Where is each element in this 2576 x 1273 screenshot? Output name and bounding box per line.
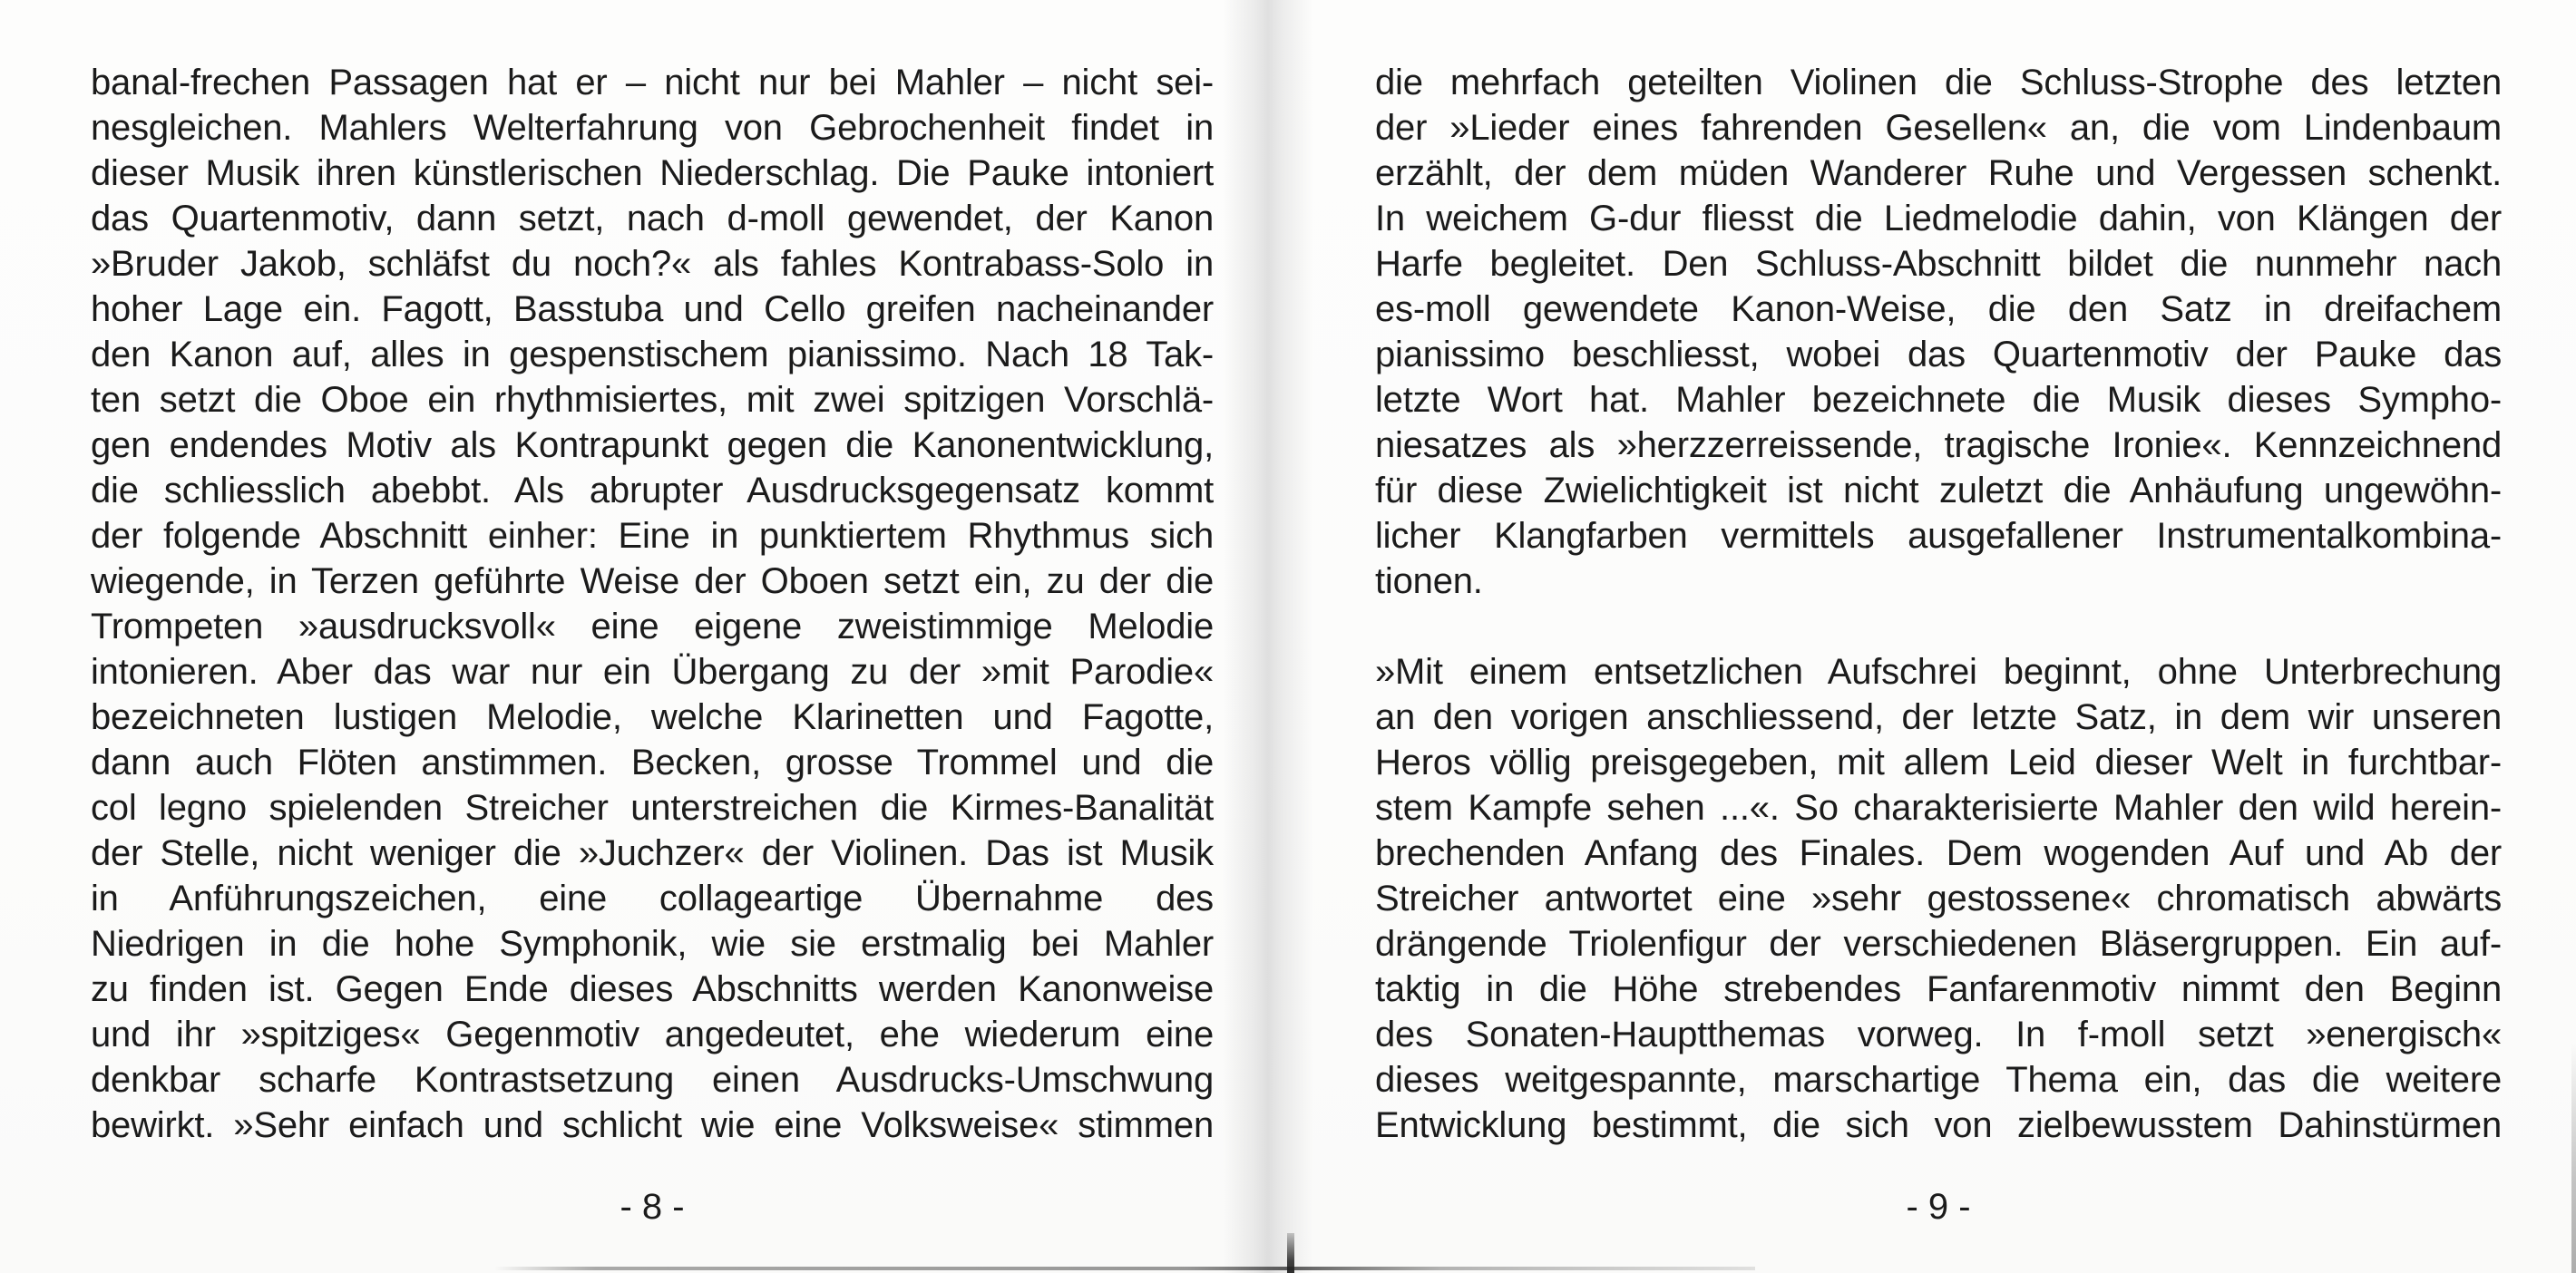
right-text-line: pianissimo beschliesst, wobei das Quartenmotiv der Pauke das bbox=[1375, 335, 2502, 374]
left-text-line: hoher Lage ein. Fagott, Basstuba und Cello greifen nacheinander bbox=[91, 289, 1214, 329]
left-text-line: banal-frechen Passagen hat er – nicht nur bei Mahler – nicht sei- bbox=[91, 63, 1214, 102]
right-text-line: Harfe begleitet. Den Schluss-Abschnitt bildet die nunmehr nach bbox=[1375, 244, 2502, 284]
right-text-line: stem Kampfe sehen ...«. So charakterisierte Mahler den wild herein- bbox=[1375, 788, 2502, 828]
right-page-number: - 9 - bbox=[1906, 1187, 1971, 1227]
right-text-line: an den vorigen anschliessend, der letzte Satz, in dem wir unseren bbox=[1375, 697, 2502, 737]
right-text-line: erzählt, der dem müden Wanderer Ruhe und Vergessen schenkt. bbox=[1375, 153, 2502, 193]
left-text-line: zu finden ist. Gegen Ende dieses Abschnitts werden Kanonweise bbox=[91, 969, 1214, 1009]
left-text-line: wiegende, in Terzen geführte Weise der Oboen setzt ein, zu der die bbox=[91, 561, 1214, 601]
right-text-line: Entwicklung bestimmt, die sich von zielbewusstem Dahinstürmen bbox=[1375, 1105, 2502, 1145]
left-text-line: Trompeten »ausdrucksvoll« eine eigene zweistimmige Melodie bbox=[91, 607, 1214, 646]
left-text-line: in Anführungszeichen, eine collageartige Übernahme des bbox=[91, 879, 1214, 918]
right-text-line: für diese Zwielichtigkeit ist nicht zuletzt die Anhäufung ungewöhn- bbox=[1375, 471, 2502, 510]
right-text-line: es-moll gewendete Kanon-Weise, die den Satz in dreifachem bbox=[1375, 289, 2502, 329]
right-text-line: der »Lieder eines fahrenden Gesellen« an, die vom Lindenbaum bbox=[1375, 108, 2502, 148]
right-text-line: brechenden Anfang des Finales. Dem wogenden Auf und Ab der bbox=[1375, 833, 2502, 873]
scan-bottom-edge-line bbox=[494, 1267, 1755, 1270]
right-text-line: In weichem G-dur fliesst die Liedmelodie dahin, von Klängen der bbox=[1375, 199, 2502, 238]
right-text-line: Streicher antwortet eine »sehr gestossene« chromatisch abwärts bbox=[1375, 879, 2502, 918]
left-text-line: dieser Musik ihren künstlerischen Niederschlag. Die Pauke intoniert bbox=[91, 153, 1214, 193]
right-text-line: drängende Triolenfigur der verschiedenen Bläsergruppen. Ein auf- bbox=[1375, 924, 2502, 964]
left-text-line: nesgleichen. Mahlers Welterfahrung von Gebrochenheit findet in bbox=[91, 108, 1214, 148]
left-text-line: bezeichneten lustigen Melodie, welche Klarinetten und Fagotte, bbox=[91, 697, 1214, 737]
right-text-line: die mehrfach geteilten Violinen die Schluss-Strophe des letzten bbox=[1375, 63, 2502, 102]
left-text-line: »Bruder Jakob, schläfst du noch?« als fahles Kontrabass-Solo in bbox=[91, 244, 1214, 284]
right-text-line: letzte Wort hat. Mahler bezeichnete die Musik dieses Sympho- bbox=[1375, 380, 2502, 420]
left-text-line: bewirkt. »Sehr einfach und schlicht wie eine Volksweise« stimmen bbox=[91, 1105, 1214, 1145]
left-text-line: das Quartenmotiv, dann setzt, nach d-moll gewendet, der Kanon bbox=[91, 199, 1214, 238]
right-paragraph-spacer bbox=[1375, 604, 2502, 649]
left-page-number: - 8 - bbox=[620, 1187, 685, 1227]
left-text-line: ten setzt die Oboe ein rhythmisiertes, mit zwei spitzigen Vorschlä- bbox=[91, 380, 1214, 420]
left-text-line: denkbar scharfe Kontrastsetzung einen Ausdrucks-Umschwung bbox=[91, 1060, 1214, 1100]
left-text-line: Niedrigen in die hohe Symphonik, wie sie erstmalig bei Mahler bbox=[91, 924, 1214, 964]
left-text-line: gen endendes Motiv als Kontrapunkt gegen die Kanonentwicklung, bbox=[91, 425, 1214, 465]
right-text-line: tionen. bbox=[1375, 561, 1483, 601]
left-text-line: col legno spielenden Streicher unterstreichen die Kirmes-Banalität bbox=[91, 788, 1214, 828]
left-text-line: den Kanon auf, alles in gespenstischem pianissimo. Nach 18 Tak- bbox=[91, 335, 1214, 374]
right-text-line: des Sonaten-Hauptthemas vorweg. In f-moll setzt »energisch« bbox=[1375, 1015, 2502, 1054]
left-page-text-block bbox=[91, 60, 1214, 1148]
left-text-line: der folgende Abschnitt einher: Eine in punktiertem Rhythmus sich bbox=[91, 516, 1214, 556]
left-text-line: die schliesslich abebbt. Als abrupter Ausdrucksgegensatz kommt bbox=[91, 471, 1214, 510]
right-text-line: Heros völlig preisgegeben, mit allem Leid dieser Welt in furchtbar- bbox=[1375, 743, 2502, 782]
right-text-line: »Mit einem entsetzlichen Aufschrei beginnt, ohne Unterbrechung bbox=[1375, 652, 2502, 692]
right-text-line: taktig in die Höhe strebendes Fanfarenmotiv nimmt den Beginn bbox=[1375, 969, 2502, 1009]
left-text-line: dann auch Flöten anstimmen. Becken, grosse Trommel und die bbox=[91, 743, 1214, 782]
scan-right-edge-mark bbox=[2571, 1043, 2576, 1273]
right-text-line: licher Klangfarben vermittels ausgefallener Instrumentalkombina- bbox=[1375, 516, 2502, 556]
left-text-line: intonieren. Aber das war nur ein Übergang zu der »mit Parodie« bbox=[91, 652, 1214, 692]
book-gutter-shadow bbox=[1223, 0, 1313, 1273]
right-text-line: niesatzes als »herzzerreissende, tragische Ironie«. Kennzeichnend bbox=[1375, 425, 2502, 465]
left-text-line: und ihr »spitziges« Gegenmotiv angedeutet, ehe wiederum eine bbox=[91, 1015, 1214, 1054]
right-page-text-block bbox=[1375, 60, 2502, 1148]
right-text-line: dieses weitgespannte, marschartige Thema ein, das die weitere bbox=[1375, 1060, 2502, 1100]
left-text-line: der Stelle, nicht weniger die »Juchzer« der Violinen. Das ist Musik bbox=[91, 833, 1214, 873]
scan-bottom-edge-streak bbox=[1287, 1233, 1294, 1273]
